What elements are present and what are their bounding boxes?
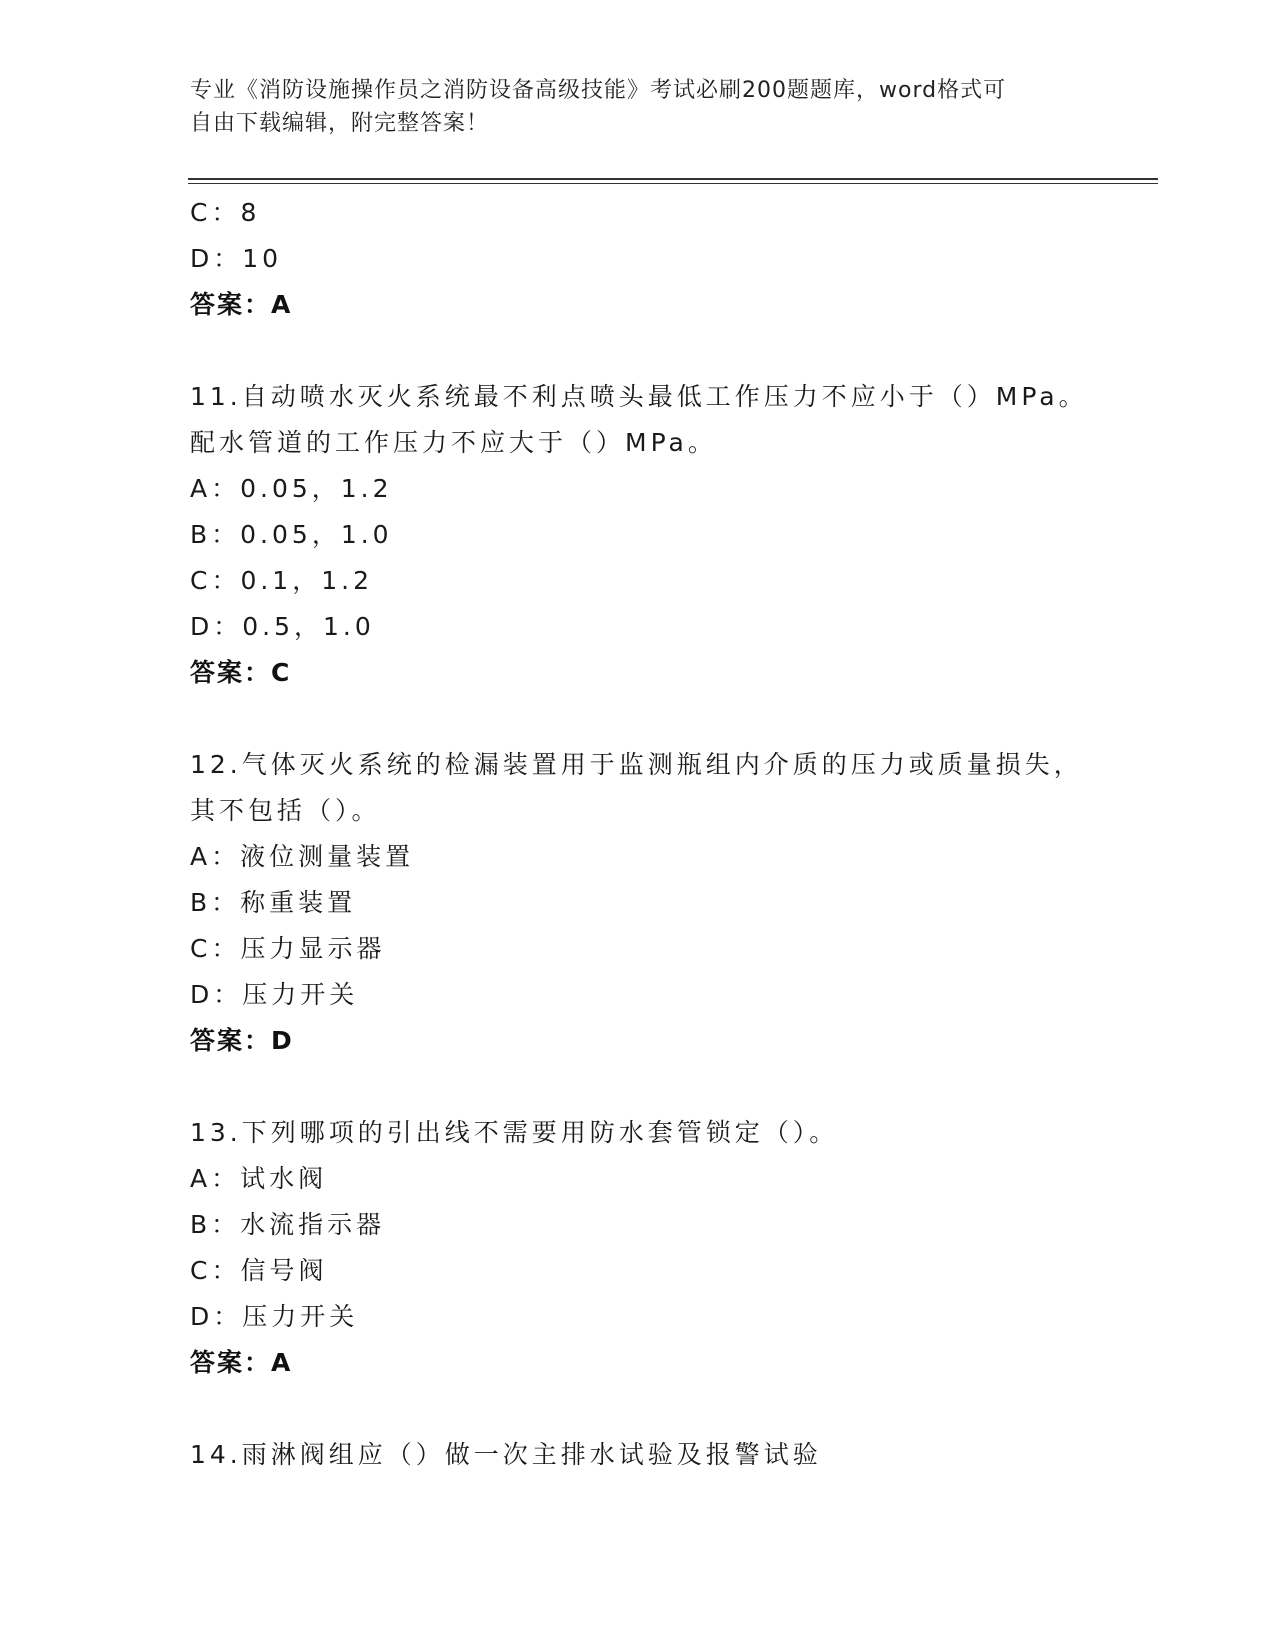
header-divider [188,178,1158,180]
answer-line: 答案：A [190,1348,293,1377]
question-stem: 12.气体灭火系统的检漏装置用于监测瓶组内介质的压力或质量损失， [190,750,1083,779]
question-stem: 11.自动喷水灭火系统最不利点喷头最低工作压力不应小于（）MPa。 [190,382,1088,411]
header-divider-thin [188,183,1158,184]
option-c: C：8 [190,198,261,227]
question-11 [190,374,1150,696]
option-d: D：压力开关 [190,980,359,1009]
question-12 [190,742,1150,1064]
option-d: D：压力开关 [190,1302,359,1331]
option-d: D：0.5，1.0 [190,612,375,641]
option-d: D：10 [190,244,283,273]
document-header [190,74,1090,140]
header-line-2: 自由下载编辑，附完整答案！ [190,111,490,136]
question-14 [190,1432,1150,1478]
option-c: C：0.1，1.2 [190,566,373,595]
question-stem: 配水管道的工作压力不应大于（）MPa。 [190,428,717,457]
option-a: A：试水阀 [190,1164,328,1193]
answer-line: 答案：A [190,290,293,319]
header-line-1: 专业《消防设施操作员之消防设备高级技能》考试必刷200题题库，word格式可 [190,78,1007,103]
option-b: B：水流指示器 [190,1210,386,1239]
option-b: B：称重装置 [190,888,357,917]
option-c: C：压力显示器 [190,934,386,963]
question-13 [190,1110,1150,1386]
option-a: A：0.05，1.2 [190,474,393,503]
option-a: A：液位测量装置 [190,842,415,871]
option-c: C：信号阀 [190,1256,328,1285]
question-stem: 13.下列哪项的引出线不需要用防水套管锁定（）。 [190,1118,839,1147]
question-stem: 其不包括（）。 [190,796,381,825]
question-stem: 14.雨淋阀组应（）做一次主排水试验及报警试验 [190,1440,822,1469]
answer-line: 答案：C [190,658,292,687]
answer-line: 答案：D [190,1026,294,1055]
question-list [190,190,1150,1478]
option-b: B：0.05，1.0 [190,520,393,549]
